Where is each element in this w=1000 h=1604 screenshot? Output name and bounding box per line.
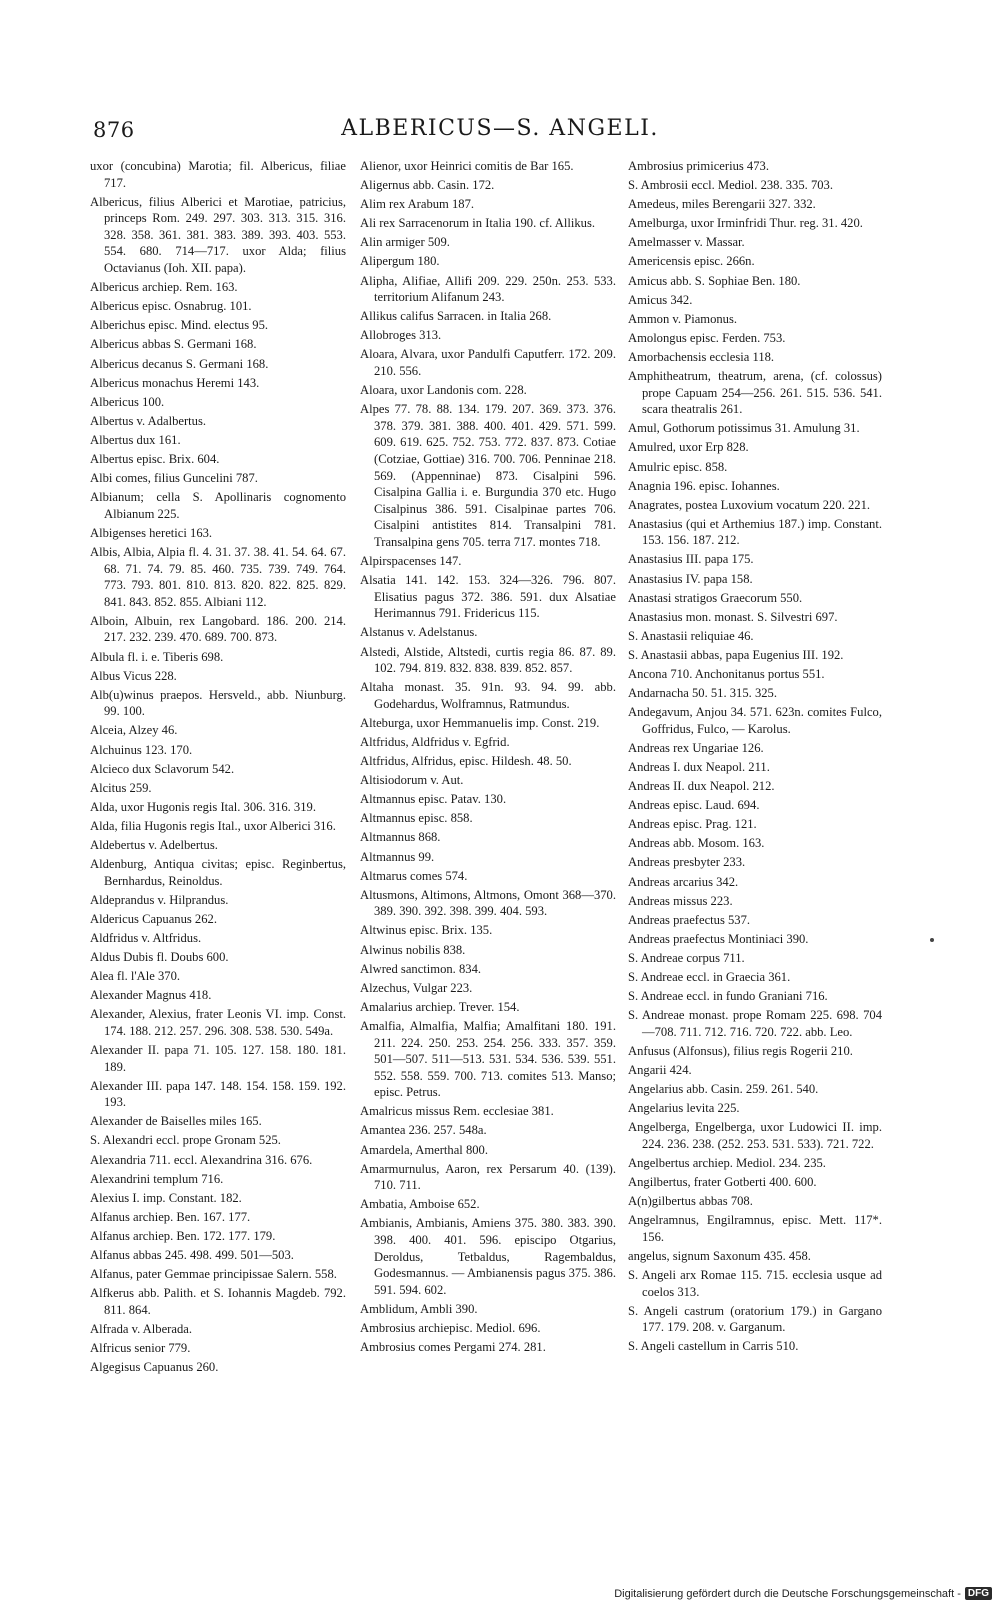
index-entry: Angelarius levita 225.: [628, 1101, 740, 1116]
index-entry: Aldericus Capuanus 262.: [90, 911, 217, 926]
index-entry: Angarii 424.: [628, 1063, 692, 1077]
index-entry: Alfkerus abb. Palith. et S. Iohannis Magdeb. 792. 811. 864.: [90, 1286, 346, 1317]
index-entry: Albis, Albia, Alpia fl. 4. 31. 37. 38. 41. 54. 64. 67. 68. 71. 74. 79. 85. 460. 735. 739. 749. 764. 773. 793. 801. 810. 813. 820. 822. 825. 829. 841. 843. 852. 855. Albiani 112.: [90, 544, 346, 609]
index-entry: Altaha monast. 35. 91n. 93. 94. 99. abb. Godehardus, Wolframnus, Ratmundus.: [360, 680, 616, 711]
index-entry: A(n)gilbertus abbas 708.: [628, 1194, 753, 1209]
index-entry: Alexius I. imp. Constant. 182.: [90, 1190, 242, 1205]
index-entry: Altisiodorum v. Aut.: [360, 773, 464, 788]
margin-mark: [930, 938, 934, 942]
index-entry: Altfridus, Alfridus, episc. Hildesh. 48. 50.: [360, 754, 572, 769]
index-entry: S. Anastasii reliquiae 46.: [628, 628, 754, 643]
index-entry: uxor (concubina) Marotia; fil. Albericus, filiae 717.: [90, 159, 346, 190]
index-entry: Amalfia, Almalfia, Malfia; Amalfitani 180. 191. 211. 224. 250. 253. 254. 256. 333. 357. 359. 501—507. 511—513. 531. 534. 536. 539. 551. 552. 558. 559. 700. 713. comites 513. Manso; episc. Petrus.: [360, 1018, 616, 1100]
index-entry: Albericus abbas S. Germani 168.: [90, 337, 257, 352]
index-entry: Allobroges 313.: [360, 328, 442, 343]
index-entry: Amalarius archiep. Trever. 154.: [360, 999, 520, 1014]
index-entry: Albericus 100.: [90, 394, 165, 409]
index-entry: S. Angeli castellum in Carris 510.: [628, 1339, 799, 1354]
index-entry: Alb(u)winus praepos. Hersveld., abb. Niunburg. 99. 100.: [90, 687, 346, 719]
index-entry: Angelarius abb. Casin. 259. 261. 540.: [628, 1082, 819, 1097]
index-entry: Anagnia 196. episc. Iohannes.: [628, 478, 780, 493]
index-entry: Americensis episc. 266n.: [628, 254, 755, 269]
index-entry: Amelburga, uxor Irminfridi Thur. reg. 31. 420.: [628, 216, 863, 231]
index-entry: Alceia, Alzey 46.: [90, 723, 178, 738]
index-column-1: [90, 158, 346, 1378]
index-entry: Angelberga, Engelberga, uxor Ludowici II. imp. 224. 236. 238. (252. 253. 531. 533). 721. 722.: [628, 1120, 882, 1151]
index-entry: S. Andreae corpus 711.: [628, 950, 745, 965]
index-entry: Ambrosius primicerius 473.: [628, 159, 769, 173]
index-entry: Andreas II. dux Neapol. 212.: [628, 779, 775, 794]
index-entry: Alexander III. papa 147. 148. 154. 158. 159. 192. 193.: [90, 1078, 346, 1110]
page-number: 876: [93, 118, 135, 142]
index-entry: Alfanus archiep. Ben. 172. 177. 179.: [90, 1228, 276, 1243]
index-entry: Aloara, Alvara, uxor Pandulfi Caputferr. 172. 209. 210. 556.: [360, 347, 616, 379]
index-entry: Altusmons, Altimons, Altmons, Omont 368—370. 389. 390. 392. 398. 399. 404. 593.: [360, 887, 616, 919]
index-entry: Amelmasser v. Massar.: [628, 235, 745, 250]
index-entry: Aldeprandus v. Hilprandus.: [90, 892, 229, 907]
index-entry: Amantea 236. 257. 548a.: [360, 1123, 487, 1138]
index-entry: Ambianis, Ambianis, Amiens 375. 380. 383. 390. 398. 400. 401. 596. episcipo Otgarius, Deroldus, Tetbaldus, Ragembaldus, Godesmannus. — Ambianensis pagus 375. 386. 591. 594. 602.: [360, 1216, 616, 1297]
index-entry: Aldebertus v. Adelbertus.: [90, 837, 218, 852]
index-entry: Ali rex Sarracenorum in Italia 190. cf. Allikus.: [360, 216, 596, 231]
index-entry: Alexander II. papa 71. 105. 127. 158. 180. 181. 189.: [90, 1043, 346, 1074]
index-entry: Albericus monachus Heremi 143.: [90, 375, 260, 390]
index-entry: Amorbachensis ecclesia 118.: [628, 349, 775, 364]
index-entry: Amblidum, Ambli 390.: [360, 1301, 478, 1316]
index-entry: Amardela, Amerthal 800.: [360, 1142, 488, 1157]
index-entry: S. Ambrosii eccl. Mediol. 238. 335. 703.: [628, 178, 833, 193]
index-entry: Albertus episc. Brix. 604.: [90, 452, 220, 466]
index-entry: Ambrosius comes Pergami 274. 281.: [360, 1340, 546, 1355]
index-entry: Andreas episc. Prag. 121.: [628, 817, 757, 832]
index-entry: Albigenses heretici 163.: [90, 525, 213, 540]
index-entry: Andreas arcarius 342.: [628, 874, 739, 889]
index-entry: Alsatia 141. 142. 153. 324—326. 796. 807. Elisatius pagus 372. 386. 591. dux Alsatiae Herimannus 791. Fridericus 115.: [360, 573, 616, 621]
index-entry: Andarnacha 50. 51. 315. 325.: [628, 686, 777, 701]
index-entry: Andreas rex Ungariae 126.: [628, 740, 764, 755]
index-entry: Albertus dux 161.: [90, 432, 181, 447]
index-entry: S. Angeli castrum (oratorium 179.) in Gargano 177. 179. 208. v. Garganum.: [628, 1303, 882, 1335]
index-entry: Altfridus, Aldfridus v. Egfrid.: [360, 735, 510, 749]
index-entry: Ambrosius archiepisc. Mediol. 696.: [360, 1321, 541, 1335]
index-entry: Aldenburg, Antiqua civitas; episc. Reginbertus, Bernhardus, Reinoldus.: [90, 857, 346, 888]
index-entry: Anastasius (qui et Arthemius 187.) imp. Constant. 153. 156. 187. 212.: [628, 516, 882, 548]
index-entry: Alienor, uxor Heinrici comitis de Bar 165.: [360, 159, 574, 173]
index-entry: Altwinus episc. Brix. 135.: [360, 923, 493, 938]
index-entry: Alfricus senior 779.: [90, 1341, 191, 1355]
index-entry: Andegavum, Anjou 34. 571. 623n. comites Fulco, Goffridus, Fulco, — Karolus.: [628, 705, 882, 736]
index-entry: Amulric episc. 858.: [628, 459, 728, 474]
index-entry: Allikus califus Sarracen. in Italia 268.: [360, 309, 552, 324]
index-entry: Anastasi stratigos Graecorum 550.: [628, 590, 803, 605]
index-entry: Andreas episc. Laud. 694.: [628, 798, 760, 813]
index-entry: Altmannus episc. Patav. 130.: [360, 792, 507, 807]
index-entry: Angelramnus, Engilramnus, episc. Mett. 117*. 156.: [628, 1213, 882, 1244]
index-entry: Amulred, uxor Erp 828.: [628, 440, 749, 455]
index-entry: Amedeus, miles Berengarii 327. 332.: [628, 197, 816, 212]
index-entry: Alberichus episc. Mind. electus 95.: [90, 318, 269, 333]
index-entry: Alchuinus 123. 170.: [90, 742, 193, 757]
index-entry: Anagrates, postea Luxovium vocatum 220. 221.: [628, 497, 871, 512]
index-entry: Amphitheatrum, theatrum, arena, (cf. colossus) prope Capuam 254—256. 261. 515. 536. 541. scara theatralis 261.: [628, 369, 882, 417]
index-entry: Alexander Magnus 418.: [90, 988, 212, 1003]
index-entry: Alfrada v. Alberada.: [90, 1321, 192, 1336]
index-entry: Alexander de Baiselles miles 165.: [90, 1114, 262, 1129]
index-entry: Alcieco dux Sclavorum 542.: [90, 761, 235, 776]
index-entry: Amul, Gothorum potissimus 31. Amulung 31.: [628, 421, 860, 436]
index-entry: Aloara, uxor Landonis com. 228.: [360, 383, 527, 398]
footer-text: Digitalisierung gefördert durch die Deutsche Forschungsgemeinschaft -: [614, 1587, 961, 1600]
index-entry: Amolongus episc. Ferden. 753.: [628, 330, 786, 345]
index-entry: Alexandria 711. eccl. Alexandrina 316. 676.: [90, 1152, 313, 1167]
index-entry: Alfanus, pater Gemmae principissae Salern. 558.: [90, 1267, 337, 1282]
page-title: ALBERICUS—S. ANGELI.: [341, 116, 659, 141]
index-entry: Albula fl. i. e. Tiberis 698.: [90, 649, 224, 664]
footer: [614, 1587, 992, 1600]
index-entry: Anfusus (Alfonsus), filius regis Rogerii 210.: [628, 1043, 853, 1058]
index-entry: Alwred sanctimon. 834.: [360, 961, 482, 976]
index-entry: Albericus, filius Alberici et Marotiae, patricius, princeps Rom. 249. 297. 303. 313. 315. 316. 328. 358. 361. 381. 383. 389. 393. 403. 553. 554. 680. 714—717. uxor Alda; filius Octavianus (Ioh. XII. papa).: [90, 194, 346, 276]
index-entry: Angilbertus, frater Gotberti 400. 600.: [628, 1175, 817, 1190]
index-entry: Albi comes, filius Guncelini 787.: [90, 471, 258, 486]
index-entry: Alfanus archiep. Ben. 167. 177.: [90, 1209, 251, 1224]
index-entry: Andreas praefectus 537.: [628, 912, 751, 927]
dfg-logo: DFG: [965, 1587, 992, 1600]
index-entry: Alexandrini templum 716.: [90, 1171, 224, 1186]
index-entry: S. Andreae monast. prope Romam 225. 698. 704—708. 711. 712. 716. 720. 722. abb. Leo.: [628, 1008, 882, 1039]
index-entry: Amicus abb. S. Sophiae Ben. 180.: [628, 273, 801, 288]
index-entry: S. Andreae eccl. in fundo Graniani 716.: [628, 989, 828, 1004]
index-entry: Albus Vicus 228.: [90, 668, 177, 683]
index-entry: Alstanus v. Adelstanus.: [360, 625, 478, 640]
index-entry: Algegisus Capuanus 260.: [90, 1360, 219, 1375]
index-entry: S. Anastasii abbas, papa Eugenius III. 192.: [628, 647, 844, 662]
index-entry: Albericus decanus S. Germani 168.: [90, 356, 269, 371]
index-entry: S. Angeli arx Romae 115. 715. ecclesia usque ad coelos 313.: [628, 1268, 882, 1299]
index-entry: Alim rex Arabum 187.: [360, 197, 475, 212]
index-entry: Aligernus abb. Casin. 172.: [360, 178, 495, 193]
index-entry: Andreas praefectus Montiniaci 390.: [628, 931, 809, 946]
index-column-3: [628, 158, 882, 1358]
index-entry: Amalricus missus Rem. ecclesiae 381.: [360, 1104, 554, 1119]
index-entry: Alin armiger 509.: [360, 235, 450, 250]
index-entry: S. Alexandri eccl. prope Gronam 525.: [90, 1133, 281, 1148]
index-entry: Altmannus 868.: [360, 830, 441, 845]
index-entry: Albericus episc. Osnabrug. 101.: [90, 299, 252, 314]
index-entry: Alcitus 259.: [90, 780, 152, 795]
index-entry: Alipergum 180.: [360, 254, 440, 269]
index-entry: Altmannus episc. 858.: [360, 811, 473, 826]
index-entry: Alexander, Alexius, frater Leonis VI. imp. Const. 174. 188. 212. 257. 296. 308. 538. 530. 549a.: [90, 1007, 346, 1038]
index-entry: Altmannus 99.: [360, 849, 435, 864]
index-entry: Alipha, Alifiae, Allifi 209. 229. 250n. 253. 533. territorium Alifanum 243.: [360, 273, 616, 305]
index-entry: Anastasius IV. papa 158.: [628, 571, 753, 586]
index-entry: Ambatia, Amboise 652.: [360, 1197, 480, 1212]
index-entry: Andreas missus 223.: [628, 893, 733, 908]
index-entry: angelus, signum Saxonum 435. 458.: [628, 1248, 811, 1263]
index-entry: Alfanus abbas 245. 498. 499. 501—503.: [90, 1248, 294, 1263]
index-entry: Albericus archiep. Rem. 163.: [90, 280, 238, 295]
index-entry: Ancona 710. Anchonitanus portus 551.: [628, 667, 825, 682]
index-entry: S. Andreae eccl. in Graecia 361.: [628, 970, 791, 985]
index-entry: Alda, uxor Hugonis regis Ital. 306. 316. 319.: [90, 799, 316, 814]
index-entry: Alwinus nobilis 838.: [360, 942, 466, 957]
index-entry: Alpirspacenses 147.: [360, 554, 462, 569]
index-entry: Angelbertus archiep. Mediol. 234. 235.: [628, 1155, 826, 1170]
index-entry: Albertus v. Adalbertus.: [90, 413, 207, 428]
index-column-2: [360, 158, 616, 1358]
index-entry: Alboin, Albuin, rex Langobard. 186. 200. 214. 217. 232. 239. 470. 689. 700. 873.: [90, 613, 346, 645]
index-entry: Alstedi, Alstide, Altstedi, curtis regia 86. 87. 89. 102. 794. 819. 832. 838. 839. 852. 857.: [360, 644, 616, 676]
index-entry: Andreas abb. Mosom. 163.: [628, 836, 765, 851]
index-entry: Aldus Dubis fl. Doubs 600.: [90, 950, 229, 965]
index-entry: Albianum; cella S. Apollinaris cognomento Albianum 225.: [90, 490, 346, 521]
index-entry: Alpes 77. 78. 88. 134. 179. 207. 369. 373. 376. 378. 379. 381. 388. 400. 401. 429. 571. 599. 609. 619. 625. 752. 753. 772. 837. 873. Cotiae (Cotziae, Gottiae) 316. 700. 706. Penninae 218. 569. (Appenninae) 873. Cisalpini 596. Cisalpina Gallia i. e. Burgundia 370 etc. Hugo Cisalpinus 386. 591. Cisalpinae partes 706. Cisalpini antistites 814. Transalpini 781. Transalpina gens 705. terra 717. montes 718.: [360, 402, 616, 549]
index-entry: Aldfridus v. Altfridus.: [90, 930, 202, 945]
index-entry: Andreas I. dux Neapol. 211.: [628, 760, 770, 774]
index-entry: Amarmurnulus, Aaron, rex Persarum 40. (139). 710. 711.: [360, 1161, 616, 1193]
index-entry: Ammon v. Piamonus.: [628, 311, 738, 326]
index-entry: Alteburga, uxor Hemmanuelis imp. Const. 219.: [360, 715, 600, 730]
index-entry: Andreas presbyter 233.: [628, 855, 746, 870]
index-entry: Altmarus comes 574.: [360, 868, 468, 883]
index-entry: Alea fl. l'Ale 370.: [90, 969, 181, 984]
index-entry: Alzechus, Vulgar 223.: [360, 980, 473, 995]
index-entry: Anastasius III. papa 175.: [628, 552, 754, 567]
index-entry: Amicus 342.: [628, 292, 693, 307]
index-entry: Alda, filia Hugonis regis Ital., uxor Alberici 316.: [90, 818, 336, 833]
index-entry: Anastasius mon. monast. S. Silvestri 697.: [628, 609, 838, 624]
